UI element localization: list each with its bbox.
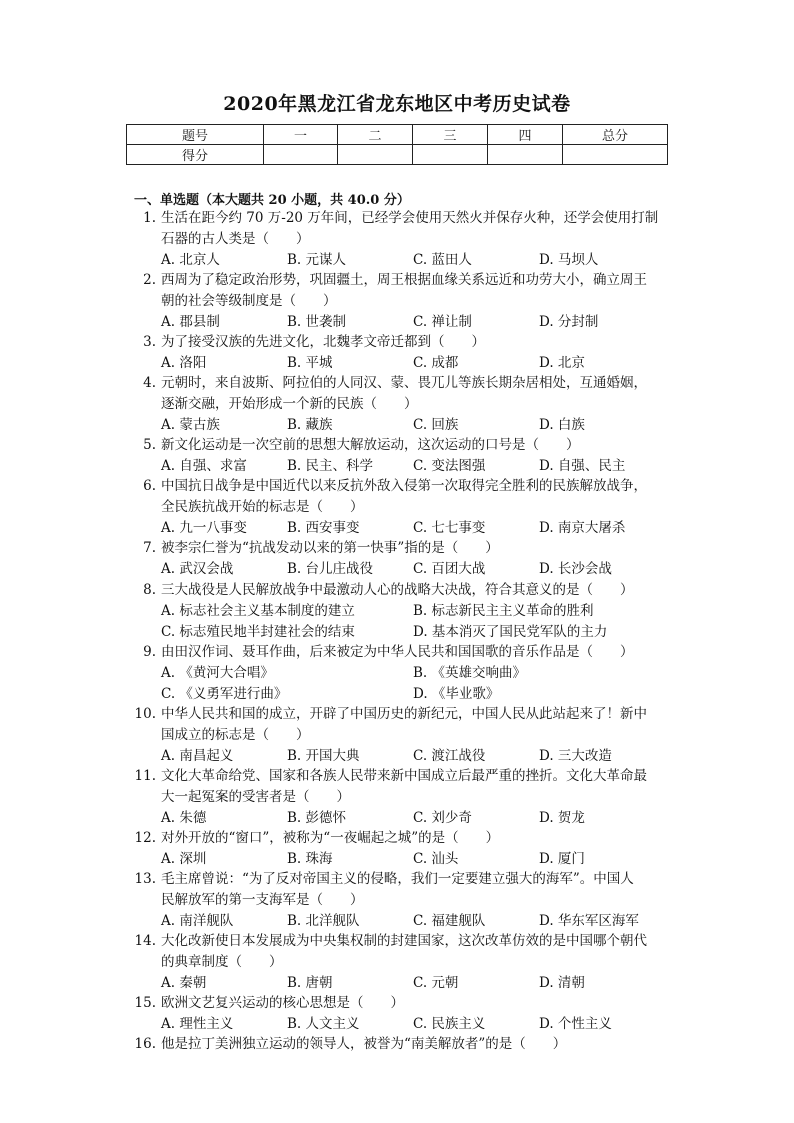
score-cell[interactable]: [413, 145, 488, 165]
question-7: [134, 538, 674, 580]
answer-option[interactable]: C. 元朝: [413, 974, 459, 991]
answer-option[interactable]: D. 《毕业歌》: [413, 685, 500, 702]
answer-option[interactable]: B. 藏族: [287, 417, 333, 434]
question-number: 7.: [143, 540, 156, 557]
option-row: [161, 684, 674, 705]
score-header-cell: 三: [413, 125, 488, 145]
question-stem: 欧洲文艺复兴运动的核心思想是（ ）: [161, 994, 404, 1011]
question-9: [134, 642, 674, 705]
score-cell[interactable]: [563, 145, 668, 165]
question-number: 2.: [143, 271, 156, 288]
answer-option[interactable]: C. 变法图强: [413, 458, 486, 475]
answer-option[interactable]: B. 《英雄交响曲》: [413, 664, 527, 681]
answer-option[interactable]: D. 贺龙: [539, 809, 585, 826]
question-stem: 中国抗日战争是中国近代以来反抗外敌入侵第一次取得完全胜利的民族解放战争，: [161, 478, 647, 495]
question-16: [134, 1034, 674, 1055]
question-12: [134, 828, 674, 870]
answer-option[interactable]: B. 标志新民主主义革命的胜利: [413, 602, 594, 619]
answer-option[interactable]: A. 朱德: [161, 809, 207, 826]
question-14: [134, 931, 674, 994]
answer-option[interactable]: A. 九一八事变: [161, 520, 247, 537]
question-number: 6.: [143, 478, 156, 495]
question-number: 3.: [143, 333, 156, 350]
question-stem: 全民族抗战开始的标志是（ ）: [161, 499, 364, 516]
answer-option[interactable]: D. 清朝: [539, 974, 585, 991]
question-number: 16.: [134, 1036, 156, 1052]
question-stem: 生活在距今约 70 万-20 万年间，已经学会使用天然火并保存火种，还学会使用打制: [161, 210, 659, 226]
answer-option[interactable]: D. 马坝人: [539, 252, 599, 268]
score-header-cell: 总分: [563, 125, 668, 145]
question-stem: 文化大革命给党、国家和各族人民带来新中国成立后最严重的挫折。文化大革命最: [161, 767, 647, 784]
answer-option[interactable]: A. 南洋舰队: [161, 912, 234, 929]
question-number: 14.: [134, 932, 156, 949]
answer-option[interactable]: B. 台儿庄战役: [287, 561, 374, 578]
question-number: 10.: [134, 705, 156, 722]
score-table-score-row: [127, 145, 668, 165]
answer-option[interactable]: C. 百团大战: [413, 561, 486, 578]
score-header-cell: 四: [488, 125, 563, 145]
answer-option[interactable]: D. 华东军区海军: [539, 912, 639, 929]
question-stem: 被李宗仁誉为“抗战发动以来的第一快事”指的是（ ）: [161, 540, 499, 557]
answer-option[interactable]: B. 平城: [287, 354, 333, 371]
option-row: [161, 746, 674, 767]
answer-option[interactable]: D. 南京大屠杀: [539, 520, 626, 537]
option-row: [161, 415, 674, 436]
answer-option[interactable]: B. 唐朝: [287, 974, 333, 991]
answer-option[interactable]: B. 民主、科学: [287, 458, 374, 475]
question-number: 4.: [143, 375, 156, 392]
answer-option[interactable]: A. 深圳: [161, 850, 207, 867]
score-table-header-row: [127, 125, 668, 145]
section-heading: 一、单选题（本大题共 20 小题，共 40.0 分）: [134, 193, 410, 208]
question-stem: 朝的社会等级制度是（ ）: [161, 292, 337, 309]
question-15: [134, 993, 674, 1035]
option-row: [161, 518, 674, 539]
answer-option[interactable]: A. 北京人: [161, 252, 220, 268]
question-stem: 为了接受汉族的先进文化，北魏孝文帝迁都到（ ）: [161, 333, 485, 350]
answer-option[interactable]: D. 长沙会战: [539, 561, 612, 578]
question-8: [134, 580, 674, 643]
answer-option[interactable]: C. 禅让制: [413, 313, 472, 330]
option-row: [161, 250, 674, 271]
answer-option[interactable]: D. 自强、民主: [539, 458, 626, 475]
question-1: [134, 208, 674, 271]
option-row: [161, 622, 674, 643]
answer-option[interactable]: C. 刘少奇: [413, 809, 472, 826]
answer-option[interactable]: A. 理性主义: [161, 1015, 234, 1032]
question-number: 1.: [143, 210, 156, 226]
question-stem: 民解放军的第一支海军是（ ）: [161, 891, 364, 908]
question-number: 8.: [143, 581, 156, 598]
question-3: [134, 332, 674, 374]
answer-option[interactable]: C. 汕头: [413, 850, 459, 867]
exam-title: 2020年黑龙江省龙东地区中考历史试卷: [223, 93, 571, 115]
option-row: [161, 973, 674, 994]
question-stem: 逐渐交融，开始形成一个新的民族（ ）: [161, 396, 418, 413]
answer-option[interactable]: A. 《黄河大合唱》: [161, 664, 274, 681]
question-stem: 石器的古人类是（ ）: [161, 231, 310, 247]
question-13: [134, 869, 674, 932]
option-row: [161, 601, 674, 622]
answer-option[interactable]: D. 分封制: [539, 313, 599, 330]
question-number: 11.: [134, 767, 156, 784]
answer-option[interactable]: D. 厦门: [539, 850, 585, 867]
option-row: [161, 911, 674, 932]
score-table: [126, 124, 668, 165]
answer-option[interactable]: A. 洛阳: [161, 354, 207, 371]
answer-option[interactable]: D. 三大改造: [539, 747, 612, 764]
answer-option[interactable]: C. 渡江战役: [413, 747, 486, 764]
score-cell[interactable]: [264, 145, 338, 165]
option-row: [161, 808, 674, 829]
score-cell[interactable]: [488, 145, 563, 165]
option-row: [161, 849, 674, 870]
answer-option[interactable]: D. 北京: [539, 354, 585, 371]
question-stem: 的典章制度（ ）: [161, 953, 283, 970]
answer-option[interactable]: C. 福建舰队: [413, 912, 486, 929]
question-stem: 大一起冤案的受害者是（ ）: [161, 788, 350, 805]
answer-option[interactable]: B. 西安事变: [287, 520, 360, 537]
question-stem: 三大战役是人民解放战争中最激动人心的战略大决战，符合其意义的是（ ）: [161, 581, 634, 598]
question-stem: 大化改新使日本发展成为中央集权制的封建国家，这次改革仿效的是中国哪个朝代: [161, 932, 647, 949]
question-stem: 毛主席曾说：“为了反对帝国主义的侵略，我们一定要建立强大的海军”。中国人: [161, 870, 634, 887]
answer-option[interactable]: C. 回族: [413, 417, 459, 434]
answer-option[interactable]: A. 郡县制: [161, 313, 220, 330]
answer-option[interactable]: C. 七七事变: [413, 520, 486, 537]
answer-option[interactable]: C. 标志殖民地半封建社会的结束: [161, 623, 355, 640]
question-4: [134, 373, 674, 436]
question-number: 12.: [134, 829, 156, 846]
question-6: [134, 476, 674, 539]
question-stem: 他是拉丁美洲独立运动的领导人，被誉为“南美解放者”的是（ ）: [161, 1036, 567, 1052]
answer-option[interactable]: D. 个性主义: [539, 1015, 612, 1032]
answer-option[interactable]: A. 蒙古族: [161, 417, 220, 434]
question-stem: 国成立的标志是（ ）: [161, 726, 310, 743]
answer-option[interactable]: B. 北洋舰队: [287, 912, 360, 929]
answer-option[interactable]: B. 珠海: [287, 850, 333, 867]
option-row: [161, 312, 674, 333]
answer-option[interactable]: B. 人文主义: [287, 1015, 360, 1032]
option-row: [161, 456, 674, 477]
answer-option[interactable]: D. 白族: [539, 417, 585, 434]
question-number: 5.: [143, 437, 156, 454]
question-stem: 中华人民共和国的成立，开辟了中国历史的新纪元，中国人民从此站起来了！新中: [161, 705, 647, 722]
question-stem: 新文化运动是一次空前的思想大解放运动，这次运动的口号是（ ）: [161, 437, 580, 454]
score-header-cell: 题号: [127, 125, 264, 145]
score-row-label: 得分: [127, 145, 264, 165]
answer-option[interactable]: D. 基本消灭了国民党军队的主力: [413, 623, 608, 640]
answer-option[interactable]: B. 元谋人: [287, 252, 347, 268]
answer-option[interactable]: A. 南昌起义: [161, 747, 234, 764]
question-stem: 对外开放的“窗口”，被称为“一夜崛起之城”的是（ ）: [161, 829, 500, 846]
answer-option[interactable]: A. 标志社会主义基本制度的建立: [161, 602, 355, 619]
question-10: [134, 704, 674, 767]
option-row: [161, 559, 674, 580]
answer-option[interactable]: A. 武汉会战: [161, 561, 234, 578]
answer-option[interactable]: A. 秦朝: [161, 974, 207, 991]
option-row: [161, 1014, 674, 1035]
question-number: 9.: [143, 643, 156, 660]
question-stem: 元朝时，来自波斯、阿拉伯的人同汉、蒙、畏兀儿等族长期杂居相处，互通婚姻，: [161, 375, 647, 392]
question-stem: 西周为了稳定政治形势，巩固疆土，周王根据血缘关系远近和功劳大小，确立周王: [161, 271, 647, 288]
question-number: 15.: [134, 994, 156, 1011]
option-row: [161, 663, 674, 684]
score-header-cell: 二: [338, 125, 413, 145]
answer-option[interactable]: A. 自强、求富: [161, 458, 247, 475]
score-cell[interactable]: [338, 145, 413, 165]
answer-option[interactable]: C. 民族主义: [413, 1015, 486, 1032]
option-row: [161, 353, 674, 374]
answer-option[interactable]: B. 彭德怀: [287, 809, 347, 826]
answer-option[interactable]: B. 开国大典: [287, 747, 360, 764]
question-number: 13.: [134, 870, 156, 887]
question-11: [134, 766, 674, 829]
answer-option[interactable]: C. 蓝田人: [413, 252, 472, 268]
answer-option[interactable]: B. 世袭制: [287, 313, 347, 330]
question-2: [134, 270, 674, 333]
question-stem: 由田汉作词、聂耳作曲，后来被定为中华人民共和国国歌的音乐作品是（ ）: [161, 643, 634, 660]
score-header-cell: 一: [264, 125, 338, 145]
answer-option[interactable]: C. 成都: [413, 354, 459, 371]
answer-option[interactable]: C. 《义勇军进行曲》: [161, 685, 288, 702]
question-5: [134, 435, 674, 477]
